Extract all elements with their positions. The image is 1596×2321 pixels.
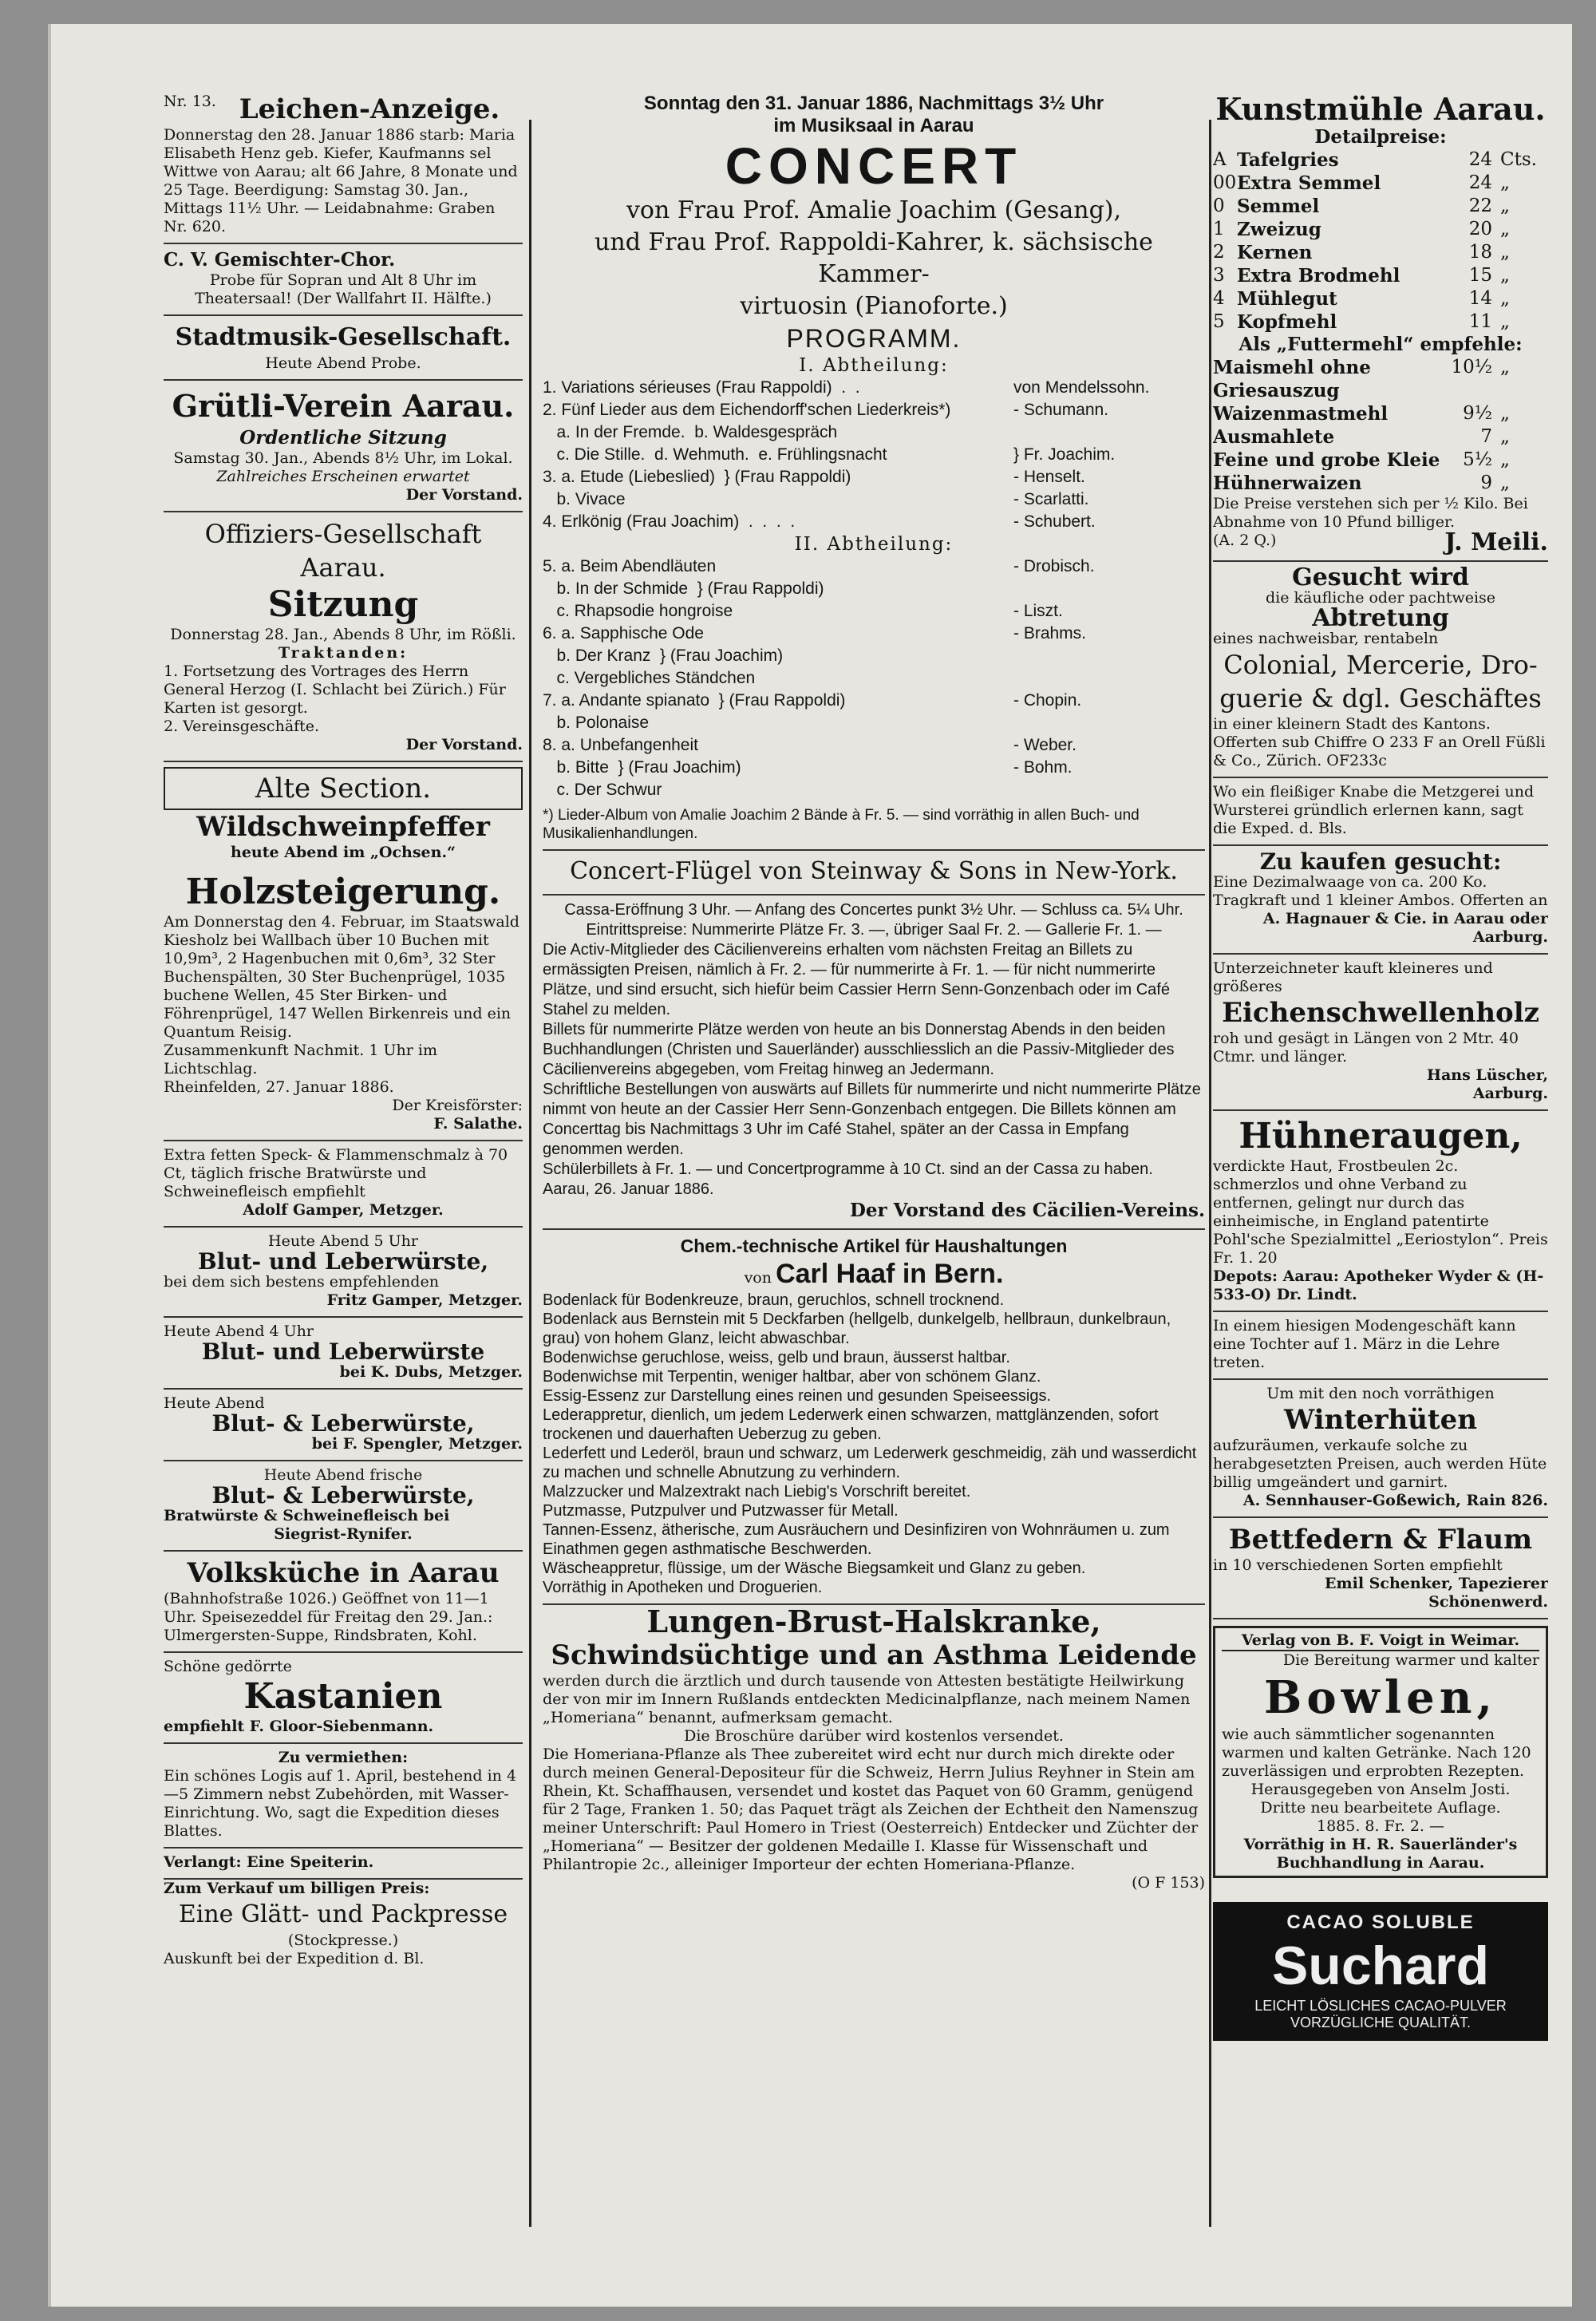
cv-heading: C. V. Gemischter-Chor.: [164, 249, 396, 271]
ad-speck: Extra fetten Speck- & Flammenschmalz à 70 Ct, täglich frische Bratwürste und Schweinefleisch empfiehlt Adolf Gamper, Metzger.: [164, 1141, 523, 1228]
feed-price-u: „: [1500, 426, 1510, 447]
ad-volkskueche: Volksküche in Aarau (Bahnhofstraße 1026.) Geöffnet von 11—1 Uhr. Speisezeddel für Freitag den 29. Jan.: Ulmergersten-Suppe, Rindsbraten, Kohl.: [164, 1552, 523, 1653]
ad-carl-haaf: Chem.-technische Artikel für Haushaltungen von Carl Haaf in Bern. Bodenlack für Bodenkreuze, braun, geruchlos, schnell trocknend. Bodenlack aus Bernstein mit 5 Deckfarben (hellgelb, dunkelgelb, hellbraun, dunkelbraun, grau) von hohem Glanz, leicht abwaschbar. Bodenwichse geruchlose, weiss, gelb und braun, äusserst haltbar. Bodenwichse mit Terpentin, weniger haltbar, aber von schönem Glanz. Essig-Essenz zur Darstellung eines reinen und gesunden Speiseessigs. Lederappretur, dienlich, um jedem Lederwerk einen schwarzen, mattglänzenden, sofort trockenen und dauerhaften Ueberzug zu geben. Lederfett und Lederöl, braun und schwarz, um Lederwerk geschmeidig, zäh und wasserdicht zu machen und schnelle Abnutzung zu verhindern. Malzzucker und Malzextrakt nach Liebig's Vorschrift bereitet. Putzmasse, Putzpulver und Putzwasser für Metall. Tannen-Essenz, ätherische, zum Ausräuchern und Desinfiziren von Wohnräumen u. zum Einathmen gegen asthmatische Beschwerden. Wäscheappretur, flüssige, um der Wäsche Biegsamkeit und Glanz zu geben. Vorräthig in Apotheken und Droguerien.: [543, 1230, 1205, 1605]
leichen-heading: Leichen-Anzeige.: [239, 93, 500, 125]
ad-gruetli-verein: Grütli-Verein Aarau. Ordentliche Sitzung Samstag 30. Jan., Abends 8½ Uhr, im Lokal. Zahlreiches Erscheinen erwartet Der Vorstand.: [164, 381, 523, 512]
column-rule-right: [1209, 120, 1211, 2227]
price-row: [1213, 287, 1548, 310]
program-row: [543, 399, 1205, 421]
program-composer: von Mendelssohn.: [1013, 378, 1150, 397]
chem-item: Bodenlack aus Bernstein mit 5 Deckfarben (hellgelb, dunkelgelb, hellbraun, dunkelbraun, grau) von hohem Glanz, leicht abwaschbar.: [543, 1311, 1171, 1347]
program-composer: - Scarlatti.: [1013, 490, 1089, 508]
feed-price-name: Maismehl ohne Griesauszug: [1213, 357, 1371, 401]
program-row: [543, 667, 1205, 690]
price-name: Mühlegut: [1237, 288, 1337, 310]
price-name: Extra Semmel: [1237, 172, 1381, 194]
program-piece: 7. a. Andante spianato } (Frau Rappoldi): [543, 691, 846, 710]
price-u: „: [1500, 172, 1510, 193]
program-piece: 4. Erlkönig (Frau Joachim) . . . .: [543, 512, 796, 531]
program-row: [543, 757, 1205, 779]
feed-price-u: „: [1500, 357, 1510, 378]
feed-price-u: „: [1500, 403, 1510, 424]
feed-price-row: [1213, 356, 1548, 402]
ad-tochter: In einem hiesigen Modengeschäft kann eine Tochter auf 1. März in die Lehre treten.: [1213, 1312, 1548, 1380]
program-composer: [1013, 578, 1205, 600]
price-u: „: [1500, 311, 1510, 332]
feed-price-list: [1213, 356, 1548, 495]
ad-blutwurst-3: Heute Abend Blut- & Leberwürste, bei F. Spengler, Metzger.: [164, 1390, 523, 1461]
program-row: [543, 556, 1205, 578]
feed-price-row: [1213, 425, 1548, 449]
chem-item: Putzmasse, Putzpulver und Putzwasser für Metall.: [543, 1502, 899, 1520]
chem-item: Lederappretur, dienlich, um jedem Lederwerk einen schwarzen, mattglänzenden, sofort trockenen und dauerhaften Ueberzug zu geben.: [543, 1406, 1159, 1443]
price-n: 0: [1213, 196, 1225, 216]
program-row: [543, 779, 1205, 801]
suchard-logo: Suchard: [1271, 1935, 1490, 1996]
ad-eichenschwellenholz: Unterzeichneter kauft kleineres und größeres Eichenschwellenholz roh und gesägt in Längen von 2 Mtr. 40 Ctmr. und länger. Hans Lüscher, Aarburg.: [1213, 955, 1548, 1111]
program-piece: b. Polonaise: [543, 714, 650, 732]
program-piece: c. Der Schwur: [543, 781, 662, 799]
ad-speiterin: Verlangt: Eine Speiterin.: [164, 1848, 523, 1880]
price-u: „: [1500, 242, 1510, 263]
program-piece: c. Die Stille. d. Wehmuth. e. Frühlingsnacht: [543, 445, 887, 464]
program-piece: b. Vivace: [543, 490, 626, 508]
program-composer: - Drobisch.: [1013, 557, 1095, 575]
program-composer: - Henselt.: [1013, 468, 1085, 486]
feed-price-row: [1213, 449, 1548, 472]
price-name: Semmel: [1237, 196, 1320, 217]
program-composer: } Fr. Joachim.: [1013, 445, 1116, 464]
chem-item: Bodenlack für Bodenkreuze, braun, geruchlos, schnell trocknend.: [543, 1291, 1005, 1309]
chem-item: Tannen-Essenz, ätherische, zum Ausräuchern und Desinfiziren von Wohnräumen u. zum Einathmen gegen asthmatische Beschwerden.: [543, 1521, 1170, 1558]
price-v: 22: [1468, 196, 1492, 216]
price-n: 3: [1213, 265, 1225, 286]
feed-price-v: 7: [1480, 426, 1492, 447]
price-row: [1213, 310, 1548, 334]
ad-stadtmusik: Stadtmusik-Gesellschaft. Heute Abend Probe.: [164, 316, 523, 381]
price-name: Tafelgries: [1237, 149, 1339, 171]
program-piece: 1. Variations sérieuses (Frau Rappoldi) . .: [543, 378, 860, 397]
price-u: „: [1500, 265, 1510, 286]
price-name: Kopfmehl: [1237, 311, 1337, 333]
program-piece: 2. Fünf Lieder aus dem Eichendorff'schen Liederkreis*): [543, 401, 951, 419]
price-v: 15: [1468, 265, 1492, 286]
chem-items-list: [543, 1291, 1205, 1597]
ad-alte-section: Alte Section. Wildschweinpfeffer heute Abend im „Ochsen.“: [164, 762, 523, 867]
ad-huehneraugen: Hühneraugen, verdickte Haut, Frostbeulen 2c. schmerzlos und ohne Verband zu entfernen, gelingt nur durch das einheimische, in England patentirte Pohl'sche Spezialmittel „Eeriostylon“. Preis Fr. 1. 20 Depots: Aarau: Apotheker Wyder & (H-533-O) Dr. Lindt.: [1213, 1111, 1548, 1312]
ad-packpresse: Zum Verkauf um billigen Preis: Eine Glätt- und Packpresse (Stockpresse.) Auskunft bei der Expedition d. Bl.: [164, 1880, 508, 1967]
price-n: 00: [1213, 172, 1237, 193]
program-row: [543, 712, 1205, 734]
ad-homeriana: Lungen-Brust-Halskranke, Schwindsüchtige und an Asthma Leidende werden durch die ärztlich und durch tausende von Attesten bestätigte Heilwirkung der von mir im Innern Rußlands entdeckten Medicinalpflanze, nach meinem Namen „Homeriana“ benannt, aufmerksam gemacht. Die Broschüre darüber wird kostenlos versendet. Die Homeriana-Pflanze als Thee zubereitet wird echt nur durch mich direkte oder durch meinen General-Depositeur für die Schweiz, Herrn Julius Reyhner in Stein am Rhein, Kt. Schaffhausen, versendet und kostet das Paquet von 60 Gramm, genügend für 2 Tage, Franken 1. 50; das Paquet trägt als Zeichen der Echtheit den Namenszug meiner Unterschrift: Paul Homero in Triest (Oesterreich) Entdecker und Züchter der „Homeriana“ — Besitzer der goldenen Medaille I. Klasse für Wissenschaft und Philantropie 2c., alleiniger Importeur der echten Homeriana-Pflanze. (O F 153): [543, 1603, 1205, 1892]
price-n: 4: [1213, 288, 1225, 309]
price-list: [1213, 148, 1548, 334]
price-n: 1: [1213, 219, 1225, 239]
ad-concert-info: Cassa-Eröffnung 3 Uhr. — Anfang des Concertes punkt 3½ Uhr. — Schluss ca. 5¼ Uhr. Eintrittspreise: Nummerirte Plätze Fr. 3. —, übriger Saal Fr. 2. — Gallerie Fr. 1. — Die Activ-Mitglieder des Cäcilienvereins erhalten vom nächsten Freitag an Billets zu ermässigten Preisen, nämlich à Fr. 2. — für nummerirte à Fr. 1. — für nicht nummerirte Plätze, und sind ersucht, sich hiefür beim Cassier Herrn Senn-Gonzenbach oder im Café Stahel zu melden. Billets für nummerirte Plätze werden von heute an bis Donnerstag Abends in den beiden Buchhandlungen (Christen und Sauerländer) ausschliesslich an die Passiv-Mitglieder des Cäcilienvereins abgegeben, vom Freitag hinweg an Jedermann. Schriftliche Bestellungen von auswärts auf Billets für nummerirte und nicht nummerirte Plätze nimmt von heute an der Cassier Herr Senn-Gonzenbach entgegen. Die Billets können am Concerttag bis Nachmittags 3 Uhr im Café Stahel, später an der Cassa in Empfang genommen werden. Schülerbillets à Fr. 1. — und Concertprogramme à 10 Ct. sind an der Cassa zu haben. Aarau, 26. Januar 1886. Der Vorstand des Cäcilien-Vereins.: [543, 896, 1205, 1230]
program-composer: - Bohm.: [1013, 758, 1073, 777]
price-name: Zweizug: [1237, 219, 1321, 240]
leichen-text: Donnerstag den 28. Januar 1886 starb: Maria Elisabeth Henz geb. Kiefer, Kaufmanns sel Wittwe von Aarau; alt 66 Jahre, 8 Monate und 25 Tage. Beerdigung: Samstag 30. Jan., Mittags 11½ Uhr. — Leidabnahme: Graben Nr. 620.: [164, 126, 518, 235]
ad-blutwurst-4: Heute Abend frische Blut- & Leberwürste, Bratwürste & Schweinefleisch bei Siegrist-Rynifer.: [164, 1461, 523, 1552]
price-name: Extra Brodmehl: [1237, 265, 1400, 287]
program-row: [543, 377, 1205, 399]
price-v: 24: [1468, 149, 1492, 170]
price-u: „: [1500, 196, 1510, 216]
program-piece: c. Vergebliches Ständchen: [543, 669, 756, 687]
price-name: Kernen: [1237, 242, 1313, 263]
program-row: [543, 444, 1205, 466]
chem-item: Lederfett und Lederöl, braun und schwarz, um Lederwerk geschmeidig, zäh und wasserdicht zu machen und schnelle Abnutzung zu verhindern.: [543, 1445, 1197, 1481]
chem-item: Essig-Essenz zur Darstellung eines reinen und gesunden Speiseessigs.: [543, 1387, 1052, 1405]
ad-kastanien: Schöne gedörrte Kastanien empfiehlt F. Gloor-Siebenmann.: [164, 1653, 523, 1744]
chem-item: Wäscheappretur, flüssige, um der Wäsche Biegsamkeit und Glanz zu geben.: [543, 1560, 1086, 1577]
price-v: 18: [1468, 242, 1492, 263]
price-v: 14: [1468, 288, 1492, 309]
ad-blutwurst-1: Heute Abend 5 Uhr Blut- und Leberwürste, bei dem sich bestens empfehlenden Fritz Gamper, Metzger.: [164, 1228, 523, 1318]
price-row: [1213, 264, 1548, 287]
program-piece: 5. a. Beim Abendläuten: [543, 557, 717, 575]
program-composer: - Liszt.: [1013, 602, 1063, 620]
ad-kunstmuehle: Kunstmühle Aarau. Detailpreise: A Tafelgries 24 Cts. 00 Extra Semmel 24 „ 0 Semmel 22 „ 1 Zweizug 20 „ 2 Kernen 18 „ 3 Extra Brodmehl 15 „ 4 Mühlegut 14 „ 5 Kopfmehl 11 „ Als „Futtermehl“ empfehle: Maismehl ohne Griesauszug 10½ „ Waizenmastmehl 9½ „ Ausmahlete 7 „ Feine und grobe Kleie 5½ „ Hühnerwaizen 9 „ Die Preise verstehen sich per ½ Kilo. Bei Abnahme von 10 Pfund billiger. (A. 2 Q.) J. Meili.: [1213, 88, 1548, 562]
feed-price-row: [1213, 472, 1548, 495]
price-n: 5: [1213, 311, 1225, 332]
feed-price-v: 9: [1480, 473, 1492, 493]
column-right: [1213, 88, 1548, 2041]
ad-metzgerei: Wo ein fleißiger Knabe die Metzgerei und Wursterei gründlich erlernen kann, sagt die Exped. d. Bls.: [1213, 778, 1548, 846]
price-row: [1213, 241, 1548, 264]
program-composer: [1013, 645, 1205, 667]
price-n: A: [1213, 149, 1227, 170]
price-v: 24: [1468, 172, 1492, 193]
price-u: „: [1500, 288, 1510, 309]
ad-leichen-anzeige: Nr. 13. Leichen-Anzeige. Donnerstag den 28. Januar 1886 starb: Maria Elisabeth Henz geb. Kiefer, Kaufmanns sel Wittwe von Aarau; alt 66 Jahre, 8 Monate und 25 Tage. Beerdigung: Samstag 30. Jan., Mittags 11½ Uhr. — Leidabnahme: Graben Nr. 620.: [164, 88, 523, 244]
price-v: 11: [1468, 311, 1492, 332]
ad-offiziers-gesellschaft: Offiziers-Gesellschaft Aarau. Sitzung Donnerstag 28. Jan., Abends 8 Uhr, im Rößli. Traktanden: 1. Fortsetzung des Vortrages des Herrn General Herzog (I. Schlacht bei Zürich.) Für Karten ist gesorgt. 2. Vereinsgeschäfte. Der Vorstand.: [164, 512, 523, 762]
ad-winterhueten: Um mit den noch vorräthigen Winterhüten aufzuräumen, verkaufe solche zu herabgesetzten Preisen, auch werden Hüte billig umgeändert und garnirt. A. Sennhauser-Goßewich, Rain 826.: [1213, 1380, 1548, 1518]
program-composer: [1013, 712, 1205, 734]
feed-price-u: „: [1500, 473, 1510, 493]
feed-price-name: Waizenmastmehl: [1213, 403, 1389, 425]
chem-item: Malzzucker und Malzextrakt nach Liebig's Vorschrift bereitet.: [543, 1483, 971, 1501]
ad-abtretung: Gesucht wird die käufliche oder pachtweise Abtretung eines nachweisbar, rentabeln Colonial, Mercerie, Dro- guerie & dgl. Geschäftes in einer kleinern Stadt des Kantons. Offerten sub Chiffre O 233 F an Orell Füßli & Co., Zürich. OF233c: [1213, 562, 1548, 778]
feed-price-row: [1213, 402, 1548, 425]
program-piece: 6. a. Sapphische Ode: [543, 624, 704, 643]
ad-holzsteigerung: Holzsteigerung. Am Donnerstag den 4. Februar, im Staatswald Kiesholz bei Wallbach über 10 Buchen mit 10,9m³, 2 Hagenbuchen mit 0,6m³, 32 Ster Buchenspälten, 30 Ster Buchenprügel, 1035 buchene Wellen, 45 Ster Birken- und Föhrenprügel, 147 Wellen Birkenreis und ein Quantum Reisig. Zusammenkunft Nachmit. 1 Uhr im Lichtschlag. Rheinfelden, 27. Januar 1886. Der Kreisförster: F. Salathe.: [164, 867, 523, 1141]
ad-steinway: Concert-Flügel von Steinway & Sons in New-York.: [543, 851, 1205, 896]
feed-price-name: Ausmahlete: [1213, 426, 1335, 448]
feed-price-v: 9½: [1463, 403, 1492, 424]
program-composer: - Chopin.: [1013, 691, 1082, 710]
program-composer: - Weber.: [1013, 736, 1077, 754]
program-row: [543, 734, 1205, 757]
ad-vermiethen: Zu vermiethen: Ein schönes Logis auf 1. April, bestehend in 4—5 Zimmern nebst Zubehörden, mit Wasser-Einrichtung. Wo, sagt die Expedition dieses Blattes.: [164, 1744, 523, 1848]
feed-price-v: 10½: [1451, 357, 1492, 378]
program-piece: b. In der Schmide } (Frau Rappoldi): [543, 579, 824, 598]
program-row: [543, 511, 1205, 533]
program-composer: [1013, 779, 1205, 801]
column-rule-left: [529, 120, 531, 2227]
program-piece: c. Rhapsodie hongroise: [543, 602, 733, 620]
program-row: [543, 466, 1205, 488]
price-row: [1213, 148, 1548, 172]
price-row: [1213, 218, 1548, 241]
price-n: 2: [1213, 242, 1225, 263]
program-part-1: [543, 377, 1205, 533]
ad-bowlen: Verlag von B. F. Voigt in Weimar. Die Bereitung warmer und kalter Bowlen, wie auch sämmtlicher sogenannten warmen und kalten Getränke. Nach 120 zuverlässigen und erprobten Rezepten. Herausgegeben von Anselm Josti. Dritte neu bearbeitete Auflage. 1885. 8. Fr. 2. — Vorräthig in H. R. Sauerländer's Buchhandlung in Aarau.: [1213, 1626, 1548, 1878]
feed-price-name: Hühnerwaizen: [1213, 473, 1362, 494]
chem-item: Bodenwichse geruchlose, weiss, gelb und braun, äusserst haltbar.: [543, 1349, 1010, 1366]
price-v: 20: [1468, 219, 1492, 239]
ad-gemischter-chor: C. V. Gemischter-Chor. Probe für Sopran und Alt 8 Uhr im Theatersaal! (Der Wallfahrt II. Hälfte.): [164, 244, 523, 316]
price-row: [1213, 195, 1548, 218]
ad-suchard: CACAO SOLUBLE Suchard LEICHT LÖSLICHES CACAO-PULVER VORZÜGLICHE QUALITÄT.: [1213, 1902, 1548, 2041]
program-row: [543, 690, 1205, 712]
program-piece: b. Bitte } (Frau Joachim): [543, 758, 741, 777]
program-piece: 3. a. Etude (Liebeslied) } (Frau Rappoldi): [543, 468, 851, 486]
chem-item: Bodenwichse mit Terpentin, weniger haltbar, aber von schönem Glanz.: [543, 1368, 1041, 1386]
program-composer: [1013, 667, 1205, 690]
ad-zu-kaufen: Zu kaufen gesucht: Eine Dezimalwaage von ca. 200 Ko. Tragkraft und 1 kleiner Ambos. Offerten an A. Hagnauer & Cie. in Aarau oder Aarburg.: [1213, 846, 1548, 955]
program-piece: a. In der Fremde. b. Waldesgespräch: [543, 423, 838, 441]
chem-item: Vorräthig in Apotheken und Droguerien.: [543, 1579, 823, 1596]
ad-concert: Sonntag den 31. Januar 1886, Nachmittags 3½ Uhr im Musiksaal in Aarau CONCERT von Frau Prof. Amalie Joachim (Gesang), und Frau Prof. Rappoldi-Kahrer, k. sächsische Kammer- virtuosin (Pianoforte.) PROGRAMM. I. Abtheilung: 1. Variations sérieuses (Frau Rappoldi) . . von Mendelssohn. 2. Fünf Lieder aus dem Eichendorff'schen Liederkreis*) - Schumann. a. In der Fremde. b. Waldesgespräch c. Die Stille. d. Wehmuth. e. Frühlingsnacht } Fr. Joachim. 3. a. Etude (Liebeslied) } (Frau Rappoldi) - Henselt. b. Vivace - Scarlatti. 4. Erlkönig (Frau Joachim) . . . . - Schubert. II. Abtheilung: 5. a. Beim Abendläuten - Drobisch. b. In der Schmide } (Frau Rappoldi) c. Rhapsodie hongroise - Liszt. 6. a. Sapphische Ode - Brahms. b. Der Kranz } (Frau Joachim) c. Vergebliches Ständchen 7. a. Andante spianato } (Frau Rappoldi) - Chopin. b. Polonaise 8. a. Unbefangenheit - Weber. b. Bitte } (Frau Joachim) - Bohm. c. Der Schwur *) Lieder-Album von Amalie Joachim 2 Bände à Fr. 5. — sind vorräthig in allen Buch- und Musikalienhandlungen.: [543, 88, 1205, 851]
program-composer: - Schumann.: [1013, 401, 1109, 419]
program-row: [543, 600, 1205, 623]
program-row: [543, 578, 1205, 600]
program-part-2: [543, 556, 1205, 801]
program-row: [543, 488, 1205, 511]
price-u: Cts.: [1500, 149, 1537, 170]
program-composer: - Schubert.: [1013, 512, 1096, 531]
program-piece: 8. a. Unbefangenheit: [543, 736, 698, 754]
price-row: [1213, 172, 1548, 195]
program-row: [543, 645, 1205, 667]
program-composer: [1013, 421, 1205, 444]
concert-heading: CONCERT: [725, 137, 1023, 195]
column-middle: [543, 88, 1205, 1892]
page-fold-line: [48, 24, 51, 2307]
price-u: „: [1500, 219, 1510, 239]
column-left: [164, 88, 523, 1968]
program-composer: - Brahms.: [1013, 624, 1087, 643]
ad-bettfedern: Bettfedern & Flaum in 10 verschiedenen Sorten empfiehlt Emil Schenker, Tapezierer Schönenwerd.: [1213, 1518, 1548, 1619]
feed-price-v: 5½: [1463, 449, 1492, 470]
ad-blutwurst-2: Heute Abend 4 Uhr Blut- und Leberwürste bei K. Dubs, Metzger.: [164, 1318, 523, 1390]
feed-price-name: Feine und grobe Kleie: [1213, 449, 1440, 471]
program-row: [543, 421, 1205, 444]
program-piece: b. Der Kranz } (Frau Joachim): [543, 646, 784, 665]
program-row: [543, 623, 1205, 645]
feed-price-u: „: [1500, 449, 1510, 470]
